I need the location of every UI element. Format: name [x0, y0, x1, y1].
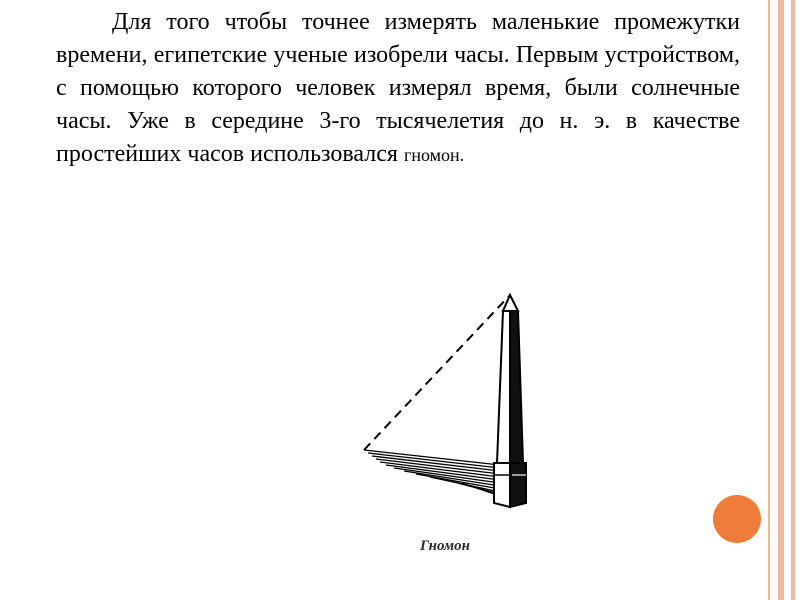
obelisk-base-left: [494, 463, 510, 507]
obelisk-shaft-right: [510, 311, 523, 463]
sun-ray-line: [364, 295, 510, 450]
decorative-circle: [713, 495, 761, 543]
obelisk-base-right: [510, 463, 526, 507]
figure-caption: Гномон: [420, 538, 470, 554]
gnomon-illustration: [350, 285, 570, 525]
shadow-hatching: [364, 450, 500, 496]
paragraph-term: гномон.: [403, 145, 465, 165]
obelisk-tip: [503, 295, 518, 311]
decorative-stripe: [768, 0, 770, 600]
paragraph-main-text: Для того чтобы точнее измерять маленькие промежутки времени, египетские ученые изобрели часы. Первым устройством, с помощью которого человек измерял время, были солнечные часы. Уже в середине 3-го тысячелетия до н. э. в качестве простейших часов использовался: [56, 9, 740, 167]
decorative-stripe: [778, 0, 784, 600]
obelisk-shaft-left: [497, 311, 510, 463]
slide-body-text: [56, 6, 740, 172]
decorative-stripe: [791, 0, 795, 600]
